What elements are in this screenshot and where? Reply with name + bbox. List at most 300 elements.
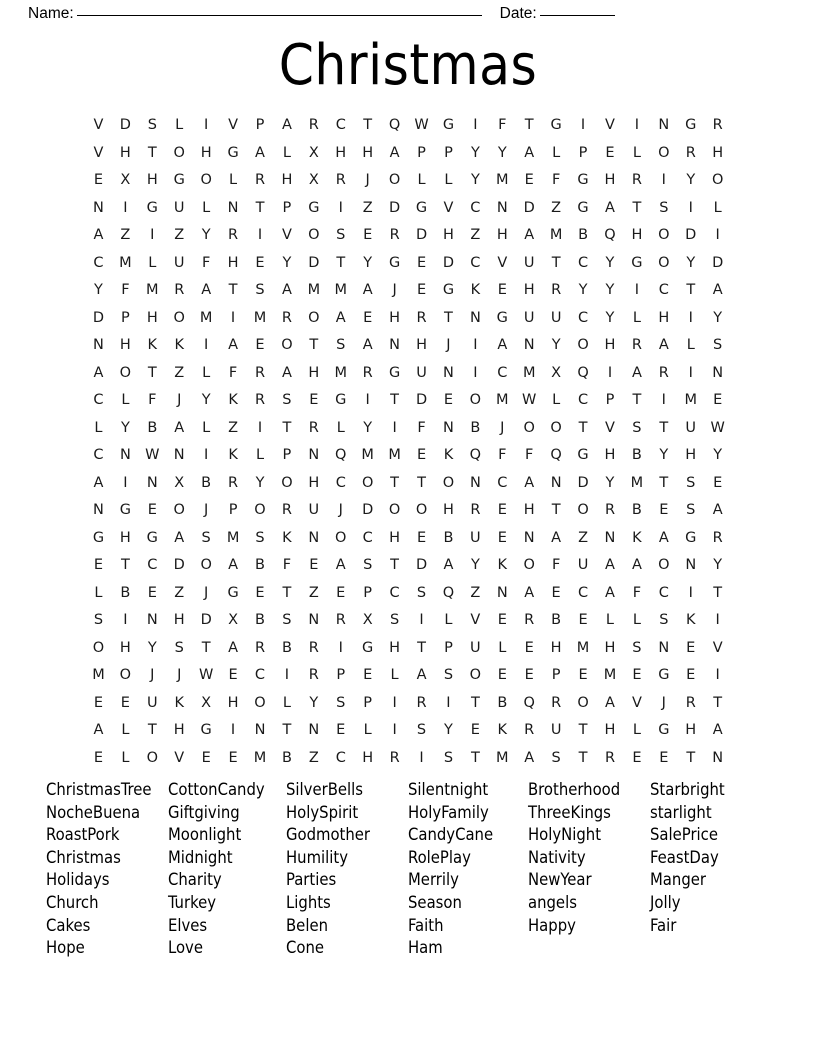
grid-cell[interactable]: E	[363, 667, 373, 683]
grid-cell[interactable]: T	[444, 309, 453, 326]
grid-cell[interactable]: G	[685, 529, 697, 546]
grid-cell[interactable]: Y	[713, 309, 723, 326]
grid-cell[interactable]: M	[119, 254, 132, 271]
grid-cell[interactable]: E	[147, 502, 157, 518]
grid-cell[interactable]: X	[551, 364, 562, 381]
grid-cell[interactable]: E	[147, 584, 157, 601]
grid-cell[interactable]: Y	[605, 474, 615, 491]
grid-cell[interactable]: E	[443, 392, 454, 408]
grid-cell[interactable]: S	[147, 117, 157, 133]
grid-cell[interactable]: E	[416, 254, 427, 271]
word-list-item[interactable]: CandyCane	[408, 825, 494, 845]
grid-cell[interactable]: J	[177, 667, 182, 683]
grid-cell[interactable]: O	[658, 557, 670, 573]
grid-cell[interactable]: O	[415, 502, 428, 518]
grid-cell[interactable]: S	[282, 612, 292, 628]
grid-cell[interactable]: H	[173, 722, 185, 738]
grid-cell[interactable]: E	[255, 254, 265, 271]
grid-cell[interactable]: V	[605, 117, 615, 133]
grid-cell[interactable]: H	[604, 337, 616, 353]
grid-cell[interactable]: F	[498, 447, 507, 463]
grid-cell[interactable]: I	[392, 722, 397, 738]
grid-cell[interactable]: T	[309, 337, 319, 353]
word-list-item[interactable]: NocheBuena	[46, 802, 141, 822]
grid-cell[interactable]: T	[686, 282, 696, 298]
grid-cell[interactable]: A	[201, 282, 212, 298]
word-list-item[interactable]: SalePrice	[650, 825, 718, 845]
grid-cell[interactable]: H	[200, 144, 212, 161]
grid-cell[interactable]: Q	[523, 694, 535, 711]
grid-cell[interactable]: F	[121, 282, 130, 298]
grid-cell[interactable]: I	[473, 117, 478, 133]
grid-cell[interactable]: G	[496, 309, 508, 326]
grid-cell[interactable]: M	[307, 282, 321, 298]
grid-cell[interactable]: E	[416, 529, 427, 546]
grid-cell[interactable]: X	[201, 694, 212, 711]
grid-cell[interactable]: M	[146, 282, 159, 298]
grid-cell[interactable]: H	[119, 639, 131, 656]
grid-cell[interactable]: Y	[551, 337, 561, 353]
grid-cell[interactable]: K	[282, 529, 292, 546]
grid-cell[interactable]: H	[362, 144, 374, 161]
grid-cell[interactable]: L	[229, 172, 238, 188]
grid-cell[interactable]: T	[551, 502, 561, 518]
grid-cell[interactable]: Q	[335, 447, 347, 463]
grid-cell[interactable]: I	[661, 392, 666, 408]
grid-cell[interactable]: I	[419, 749, 424, 766]
grid-cell[interactable]: E	[497, 667, 507, 683]
grid-cell[interactable]: O	[442, 474, 455, 491]
word-list-item[interactable]: HolyNight	[528, 825, 602, 845]
grid-cell[interactable]: N	[146, 612, 158, 628]
word-list-item[interactable]: Cone	[286, 938, 324, 958]
grid-cell[interactable]: S	[632, 419, 642, 436]
grid-cell[interactable]: E	[255, 584, 265, 601]
word-list-item[interactable]: Ham	[408, 938, 443, 958]
grid-cell[interactable]: Y	[94, 282, 103, 298]
grid-cell[interactable]: O	[308, 309, 320, 326]
grid-cell[interactable]: H	[416, 337, 427, 353]
grid-cell[interactable]: R	[416, 694, 427, 711]
word-list-item[interactable]: SilverBells	[286, 780, 363, 799]
grid-cell[interactable]: U	[146, 694, 158, 711]
grid-cell[interactable]: A	[658, 529, 669, 546]
grid-cell[interactable]: I	[257, 227, 263, 243]
word-list-item[interactable]: Love	[168, 938, 203, 958]
grid-cell[interactable]: H	[362, 749, 374, 766]
grid-cell[interactable]: R	[281, 502, 292, 518]
grid-cell[interactable]: G	[415, 199, 428, 216]
word-list-item[interactable]: Season	[408, 892, 462, 912]
grid-cell[interactable]: A	[93, 227, 104, 243]
grid-cell[interactable]: P	[363, 584, 373, 601]
grid-cell[interactable]: N	[712, 749, 724, 766]
grid-cell[interactable]: P	[417, 144, 426, 161]
grid-cell[interactable]: G	[173, 172, 185, 188]
grid-cell[interactable]: K	[174, 694, 184, 711]
grid-cell[interactable]: I	[392, 694, 397, 711]
grid-cell[interactable]: T	[713, 584, 723, 601]
grid-cell[interactable]: M	[199, 309, 213, 326]
grid-cell[interactable]: V	[631, 694, 642, 711]
grid-cell[interactable]: F	[228, 364, 238, 381]
grid-cell[interactable]: L	[255, 447, 265, 463]
grid-cell[interactable]: J	[392, 282, 397, 298]
grid-cell[interactable]: S	[686, 474, 696, 491]
grid-cell[interactable]: Y	[578, 282, 588, 298]
grid-cell[interactable]: D	[523, 199, 535, 216]
grid-cell[interactable]: H	[308, 364, 320, 381]
grid-cell[interactable]: R	[335, 612, 346, 628]
grid-cell[interactable]: O	[469, 392, 482, 408]
grid-cell[interactable]: G	[577, 172, 589, 188]
grid-cell[interactable]: S	[713, 337, 723, 353]
grid-cell[interactable]: I	[257, 419, 263, 436]
grid-cell[interactable]: A	[605, 694, 615, 711]
grid-cell[interactable]: S	[336, 337, 346, 353]
grid-cell[interactable]: F	[282, 557, 292, 573]
grid-cell[interactable]: M	[496, 392, 509, 408]
grid-cell[interactable]: Y	[659, 447, 669, 463]
grid-cell[interactable]: B	[497, 694, 508, 711]
grid-cell[interactable]: R	[604, 749, 616, 766]
grid-cell[interactable]: U	[523, 254, 535, 271]
grid-cell[interactable]: L	[552, 392, 561, 408]
grid-cell[interactable]: Q	[469, 447, 482, 463]
grid-cell[interactable]: R	[631, 172, 642, 188]
grid-cell[interactable]: O	[173, 502, 185, 518]
grid-cell[interactable]: X	[308, 144, 319, 161]
grid-cell[interactable]: C	[470, 199, 481, 216]
word-list-item[interactable]: Happy	[528, 915, 576, 935]
grid-cell[interactable]: A	[362, 337, 373, 353]
grid-cell[interactable]: C	[658, 584, 669, 601]
grid-cell[interactable]: T	[336, 254, 346, 271]
grid-cell[interactable]: O	[658, 254, 670, 271]
grid-cell[interactable]: U	[550, 309, 562, 326]
grid-cell[interactable]: C	[577, 254, 589, 271]
grid-cell[interactable]: R	[254, 172, 266, 188]
grid-cell[interactable]: L	[202, 364, 211, 381]
grid-cell[interactable]: O	[523, 419, 535, 436]
grid-cell[interactable]: O	[146, 749, 159, 766]
grid-cell[interactable]: F	[632, 584, 642, 601]
grid-cell[interactable]: D	[173, 557, 185, 573]
grid-cell[interactable]: I	[715, 227, 720, 243]
grid-cell[interactable]: K	[228, 392, 238, 408]
grid-cell[interactable]: E	[416, 282, 427, 298]
grid-cell[interactable]: R	[228, 474, 239, 491]
grid-cell[interactable]: D	[712, 254, 724, 271]
grid-cell[interactable]: R	[631, 337, 642, 353]
grid-cell[interactable]: T	[255, 199, 265, 216]
grid-cell[interactable]: Q	[442, 584, 455, 601]
grid-cell[interactable]: T	[470, 749, 480, 766]
grid-cell[interactable]: T	[686, 749, 696, 766]
grid-cell[interactable]: I	[688, 584, 693, 601]
grid-cell[interactable]: N	[308, 447, 320, 463]
grid-cell[interactable]: L	[336, 419, 345, 436]
word-list-item[interactable]: Elves	[168, 915, 208, 935]
grid-cell[interactable]: U	[173, 254, 185, 271]
grid-cell[interactable]: L	[390, 667, 399, 683]
grid-cell[interactable]: G	[442, 282, 455, 298]
grid-cell[interactable]: L	[202, 419, 211, 436]
grid-cell[interactable]: N	[496, 584, 508, 601]
grid-cell[interactable]: L	[632, 722, 641, 738]
word-list-item[interactable]: ThreeKings	[528, 802, 611, 822]
grid-cell[interactable]: K	[443, 447, 454, 463]
grid-cell[interactable]: A	[524, 749, 535, 766]
grid-cell[interactable]: E	[228, 667, 238, 683]
grid-cell[interactable]: C	[658, 282, 669, 298]
grid-cell[interactable]: T	[470, 694, 480, 711]
grid-cell[interactable]: A	[524, 584, 535, 601]
grid-cell[interactable]: G	[442, 117, 455, 133]
grid-cell[interactable]: T	[578, 749, 588, 766]
grid-cell[interactable]: R	[551, 694, 562, 711]
grid-cell[interactable]: R	[470, 502, 481, 518]
grid-cell[interactable]: H	[281, 172, 293, 188]
grid-cell[interactable]: Z	[228, 419, 239, 436]
grid-cell[interactable]: R	[228, 227, 239, 243]
grid-cell[interactable]: D	[362, 502, 374, 518]
grid-cell[interactable]: D	[389, 199, 401, 216]
grid-cell[interactable]: N	[227, 199, 239, 216]
grid-cell[interactable]: Y	[713, 557, 723, 573]
grid-cell[interactable]: E	[578, 612, 588, 628]
grid-cell[interactable]: S	[174, 639, 184, 656]
grid-cell[interactable]: O	[658, 144, 670, 161]
grid-cell[interactable]: N	[93, 337, 104, 353]
grid-cell[interactable]: O	[335, 529, 347, 546]
grid-cell[interactable]: F	[148, 392, 157, 408]
grid-cell[interactable]: N	[496, 199, 508, 216]
grid-cell[interactable]: N	[469, 309, 481, 326]
grid-cell[interactable]: B	[201, 474, 212, 491]
grid-cell[interactable]: X	[174, 474, 185, 491]
grid-cell[interactable]: A	[93, 722, 104, 738]
grid-cell[interactable]: Y	[497, 144, 507, 161]
grid-cell[interactable]: P	[444, 639, 453, 656]
grid-cell[interactable]: K	[228, 447, 238, 463]
grid-cell[interactable]: H	[119, 144, 131, 161]
grid-cell[interactable]: A	[712, 282, 723, 298]
grid-cell[interactable]: U	[308, 502, 320, 518]
grid-cell[interactable]: F	[525, 447, 534, 463]
grid-cell[interactable]: O	[388, 502, 401, 518]
grid-cell[interactable]: H	[685, 722, 697, 738]
grid-cell[interactable]: T	[282, 584, 292, 601]
grid-cell[interactable]: D	[308, 254, 320, 271]
grid-cell[interactable]: J	[177, 392, 182, 408]
grid-cell[interactable]: A	[631, 557, 642, 573]
word-list-item[interactable]: HolySpirit	[286, 802, 359, 822]
grid-cell[interactable]: T	[363, 117, 373, 133]
grid-cell[interactable]: I	[661, 172, 666, 188]
grid-cell[interactable]: W	[198, 667, 214, 683]
grid-cell[interactable]: R	[308, 117, 319, 133]
grid-cell[interactable]: I	[688, 309, 693, 326]
grid-cell[interactable]: A	[551, 529, 562, 546]
grid-cell[interactable]: Z	[308, 749, 319, 766]
grid-cell[interactable]: P	[444, 144, 453, 161]
grid-cell[interactable]: S	[255, 282, 265, 298]
name-blank-line[interactable]	[77, 15, 482, 16]
grid-cell[interactable]: C	[254, 667, 266, 683]
grid-cell[interactable]: G	[658, 667, 670, 683]
grid-cell[interactable]: A	[631, 364, 642, 381]
grid-cell[interactable]: I	[150, 227, 155, 243]
grid-cell[interactable]: E	[632, 667, 642, 683]
grid-cell[interactable]: S	[659, 612, 669, 628]
grid-cell[interactable]: E	[336, 722, 346, 738]
word-list-item[interactable]: Nativity	[528, 847, 586, 867]
grid-cell[interactable]: T	[578, 722, 588, 738]
grid-cell[interactable]: E	[93, 557, 104, 573]
grid-cell[interactable]: G	[146, 529, 158, 546]
grid-cell[interactable]: A	[335, 557, 346, 573]
grid-cell[interactable]: A	[228, 557, 239, 573]
grid-cell[interactable]: O	[200, 557, 212, 573]
grid-cell[interactable]: O	[173, 144, 185, 161]
grid-cell[interactable]: L	[498, 639, 507, 656]
grid-cell[interactable]: H	[523, 282, 535, 298]
grid-cell[interactable]: G	[146, 199, 158, 216]
grid-cell[interactable]: R	[524, 722, 535, 738]
grid-cell[interactable]: R	[712, 529, 723, 546]
grid-cell[interactable]: C	[335, 474, 346, 491]
grid-cell[interactable]: L	[175, 117, 184, 133]
grid-cell[interactable]: I	[473, 364, 478, 381]
grid-cell[interactable]: Y	[713, 447, 723, 463]
grid-cell[interactable]: I	[204, 447, 209, 463]
grid-cell[interactable]: N	[146, 474, 158, 491]
grid-cell[interactable]: I	[338, 639, 343, 656]
grid-cell[interactable]: E	[686, 639, 696, 656]
grid-cell[interactable]: O	[281, 337, 293, 353]
grid-cell[interactable]: T	[632, 392, 642, 408]
grid-cell[interactable]: A	[605, 584, 615, 601]
grid-cell[interactable]: I	[338, 199, 343, 216]
grid-cell[interactable]: D	[442, 254, 455, 271]
grid-cell[interactable]: N	[523, 529, 535, 546]
word-list-item[interactable]: Godmother	[286, 825, 371, 845]
grid-cell[interactable]: A	[228, 337, 239, 353]
grid-cell[interactable]: T	[147, 144, 157, 161]
grid-cell[interactable]: N	[685, 557, 697, 573]
grid-cell[interactable]: L	[282, 694, 291, 711]
grid-cell[interactable]: E	[309, 557, 319, 573]
grid-cell[interactable]: N	[254, 722, 266, 738]
grid-cell[interactable]: V	[93, 117, 104, 133]
grid-cell[interactable]: B	[551, 612, 562, 628]
grid-cell[interactable]: J	[150, 667, 155, 683]
grid-cell[interactable]: A	[443, 557, 454, 573]
grid-cell[interactable]: B	[631, 502, 642, 518]
grid-cell[interactable]: G	[335, 392, 347, 408]
grid-cell[interactable]: H	[119, 337, 131, 353]
grid-cell[interactable]: C	[335, 117, 346, 133]
grid-cell[interactable]: N	[469, 474, 481, 491]
grid-cell[interactable]: Y	[686, 172, 696, 188]
grid-cell[interactable]: P	[255, 117, 265, 133]
grid-cell[interactable]: E	[336, 584, 346, 601]
grid-cell[interactable]: D	[685, 227, 697, 243]
grid-cell[interactable]: T	[713, 694, 723, 711]
grid-cell[interactable]: M	[253, 749, 267, 766]
grid-cell[interactable]: R	[416, 309, 427, 326]
grid-cell[interactable]: E	[120, 694, 130, 711]
grid-cell[interactable]: Q	[550, 447, 562, 463]
grid-cell[interactable]: Y	[470, 144, 480, 161]
grid-cell[interactable]: C	[577, 309, 589, 326]
grid-cell[interactable]: R	[308, 667, 319, 683]
grid-cell[interactable]: Y	[282, 254, 292, 271]
grid-cell[interactable]: A	[712, 502, 723, 518]
grid-cell[interactable]: M	[603, 667, 617, 683]
grid-cell[interactable]: S	[443, 749, 454, 766]
word-list-item[interactable]: Merrily	[408, 870, 459, 890]
word-list-item[interactable]: Hope	[46, 938, 85, 958]
grid-cell[interactable]: R	[685, 694, 696, 711]
grid-cell[interactable]: M	[496, 172, 509, 188]
grid-cell[interactable]: E	[255, 337, 265, 353]
grid-cell[interactable]: I	[634, 282, 640, 298]
grid-cell[interactable]: A	[281, 282, 292, 298]
grid-cell[interactable]: V	[470, 612, 481, 628]
grid-cell[interactable]: E	[497, 282, 507, 298]
grid-cell[interactable]: R	[308, 639, 319, 656]
grid-cell[interactable]: O	[200, 172, 212, 188]
word-list-item[interactable]: Faith	[408, 915, 444, 935]
grid-cell[interactable]: S	[632, 639, 642, 656]
grid-cell[interactable]: E	[201, 749, 211, 766]
grid-cell[interactable]: E	[524, 667, 534, 683]
grid-cell[interactable]: F	[551, 172, 561, 188]
grid-cell[interactable]: G	[658, 722, 670, 738]
grid-cell[interactable]: B	[120, 584, 131, 601]
grid-cell[interactable]: L	[121, 392, 130, 408]
grid-cell[interactable]: R	[281, 309, 292, 326]
grid-cell[interactable]: Y	[363, 419, 373, 436]
grid-cell[interactable]: D	[577, 474, 589, 491]
grid-cell[interactable]: E	[497, 502, 507, 518]
grid-cell[interactable]: Y	[255, 474, 265, 491]
grid-cell[interactable]: E	[416, 447, 427, 463]
word-list-item[interactable]: FeastDay	[650, 847, 719, 867]
word-list-item[interactable]: Belen	[286, 915, 328, 935]
grid-cell[interactable]: B	[281, 639, 292, 656]
grid-cell[interactable]: S	[255, 529, 265, 546]
grid-cell[interactable]: Y	[363, 254, 373, 271]
grid-cell[interactable]: T	[578, 419, 588, 436]
grid-cell[interactable]: U	[470, 529, 481, 546]
grid-cell[interactable]: I	[446, 694, 451, 711]
grid-cell[interactable]: A	[281, 117, 292, 133]
grid-cell[interactable]: E	[686, 667, 696, 683]
grid-cell[interactable]: R	[604, 502, 616, 518]
grid-cell[interactable]: Q	[604, 227, 616, 243]
grid-cell[interactable]: C	[470, 254, 481, 271]
grid-cell[interactable]: E	[470, 722, 480, 738]
grid-cell[interactable]: R	[551, 282, 562, 298]
grid-cell[interactable]: F	[417, 419, 426, 436]
grid-cell[interactable]: Z	[578, 529, 589, 546]
grid-cell[interactable]: Y	[605, 282, 615, 298]
word-list-item[interactable]: Manger	[650, 870, 706, 890]
grid-cell[interactable]: I	[392, 419, 397, 436]
